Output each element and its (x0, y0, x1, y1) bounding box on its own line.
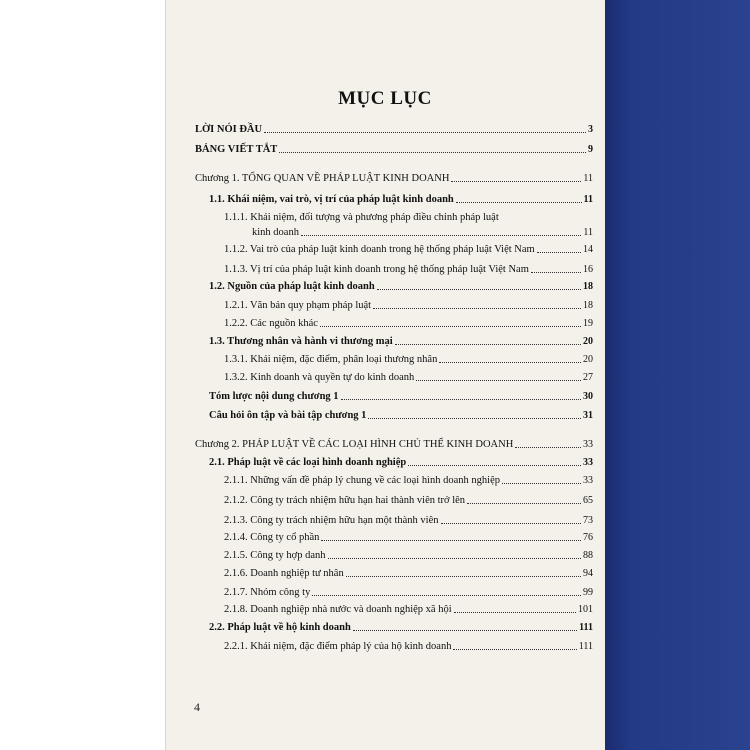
page-number: 4 (194, 700, 200, 714)
toc-entry-page: 11 (583, 227, 593, 238)
toc-entry-label: kinh doanh (252, 227, 299, 238)
toc-subsection-entry-continued (252, 226, 593, 239)
toc-entry (195, 143, 593, 156)
toc-entry-label: 2.1. Pháp luật về các loại hình doanh nghiệp (209, 457, 407, 468)
toc-entry-label: 2.2. Pháp luật về hộ kinh doanh (209, 622, 351, 633)
toc-entry-label: BẢNG VIẾT TẮT (195, 144, 278, 155)
toc-subsection-entry (224, 640, 593, 653)
toc-subsection-entry (224, 474, 593, 487)
background-left (0, 0, 14, 750)
toc-entry-page: 111 (579, 622, 593, 633)
toc-subsection-entry (224, 514, 593, 527)
toc-leader-dots (353, 629, 577, 631)
toc-subsection-entry (224, 531, 593, 544)
toc-leader-dots (395, 343, 581, 345)
toc-entry-page: 18 (583, 300, 593, 311)
toc-entry-page: 101 (578, 604, 593, 615)
toc-chapter-entry (195, 438, 593, 451)
toc-leader-dots (328, 557, 581, 559)
toc-subsection-entry (224, 603, 593, 616)
toc-entry-label: Chương 1. TỔNG QUAN VỀ PHÁP LUẬT KINH DOANH (195, 173, 450, 184)
toc-leader-dots (320, 325, 581, 327)
toc-entry-page: 3 (588, 124, 593, 135)
toc-entry-label: 1.3.2. Kinh doanh và quyền tự do kinh doanh (224, 372, 415, 383)
toc-leader-dots (321, 539, 581, 541)
toc-entry-page: 33 (583, 475, 593, 486)
toc-entry-page: 73 (583, 515, 593, 526)
toc-entry-label: Chương 2. PHÁP LUẬT VỀ CÁC LOẠI HÌNH CHỦ THỂ KINH DOANH (195, 439, 514, 450)
toc-entry-label: 1.3. Thương nhân và hành vi thương mại (209, 336, 393, 347)
toc-leader-dots (408, 464, 581, 466)
toc-entry-label: 1.2.2. Các nguồn khác (224, 318, 318, 329)
book-page (165, 0, 605, 750)
toc-leader-dots (264, 131, 586, 133)
dark-background-right (605, 0, 750, 750)
toc-leader-dots (368, 417, 581, 419)
toc-entry-page: 16 (583, 264, 593, 275)
toc-chapter-entry (195, 172, 593, 185)
toc-leader-dots (456, 201, 582, 203)
toc-entry-page: 33 (583, 457, 593, 468)
toc-entry-page: 14 (583, 244, 593, 255)
toc-section-entry (209, 409, 593, 422)
toc-leader-dots (439, 361, 581, 363)
toc-subsection-entry (224, 586, 593, 599)
toc-leader-dots (467, 502, 581, 504)
toc-leader-dots (441, 522, 582, 524)
toc-entry-page: 88 (583, 550, 593, 561)
toc-leader-dots (515, 446, 581, 448)
toc-leader-dots (341, 398, 581, 400)
toc-entry-label: 2.1.8. Doanh nghiệp nhà nước và doanh nghiệp xã hội (224, 604, 452, 615)
toc-entry-page: 11 (583, 194, 593, 205)
toc-entry-label: 2.1.3. Công ty trách nhiệm hữu hạn một thành viên (224, 515, 439, 526)
toc-leader-dots (416, 379, 581, 381)
toc-entry-page: 9 (588, 144, 593, 155)
toc-subsection-entry (224, 243, 593, 256)
toc-entry-page: 20 (583, 354, 593, 365)
toc-entry-page: 33 (583, 439, 593, 450)
toc-leader-dots (312, 594, 581, 596)
toc-entry-page: 94 (583, 568, 593, 579)
toc-entry-label: 2.1.5. Công ty hợp danh (224, 550, 326, 561)
toc-entry-label: 2.1.2. Công ty trách nhiệm hữu hạn hai thành viên trở lên (224, 495, 466, 506)
toc-entry-page: 76 (583, 532, 593, 543)
toc-subsection-entry (224, 353, 593, 366)
toc-subsection-entry (224, 263, 593, 276)
toc-section-entry (209, 280, 593, 293)
toc-section-entry (209, 335, 593, 348)
toc-entry-label: Câu hỏi ôn tập và bài tập chương 1 (209, 410, 367, 421)
toc-entry-page: 111 (578, 641, 593, 652)
toc-subsection-entry (224, 371, 593, 384)
toc-entry-label: 1.3.1. Khái niệm, đặc điểm, phân loại thương nhân (224, 354, 438, 365)
toc-entry (195, 123, 593, 136)
toc-entry-label: 2.1.6. Doanh nghiệp tư nhân (224, 568, 344, 579)
toc-entry-label: 2.1.1. Những vấn đề pháp lý chung về các loại hình doanh nghiệp (224, 475, 500, 486)
toc-leader-dots (279, 151, 586, 153)
toc-subsection-entry (224, 549, 593, 562)
toc-entry-label: 1.1.2. Vai trò của pháp luật kinh doanh trong hệ thống pháp luật Việt Nam (224, 244, 535, 255)
toc-leader-dots (537, 251, 581, 253)
toc-entry-page: 31 (583, 410, 593, 421)
toc-entry-label: 2.1.4. Công ty cổ phần (224, 532, 320, 543)
toc-entry-label: 1.2. Nguồn của pháp luật kinh doanh (209, 281, 375, 292)
toc-entry-label: 1.1. Khái niệm, vai trò, vị trí của pháp luật kinh doanh (209, 194, 454, 205)
toc-entry-page: 20 (583, 336, 593, 347)
toc-entry-page: 65 (583, 495, 593, 506)
toc-entry-page: 19 (583, 318, 593, 329)
toc-leader-dots (453, 648, 576, 650)
toc-leader-dots (454, 611, 576, 613)
toc-entry-page: 18 (583, 281, 593, 292)
toc-leader-dots (377, 288, 581, 290)
toc-section-entry (209, 193, 593, 206)
toc-entry-page: 27 (583, 372, 593, 383)
toc-subsection-entry (224, 494, 593, 507)
toc-entry-label: 1.1.3. Vị trí của pháp luật kinh doanh trong hệ thống pháp luật Việt Nam (224, 264, 529, 275)
toc-entry-label: 2.1.7. Nhóm công ty (224, 587, 311, 598)
toc-entry-page: 99 (583, 587, 593, 598)
toc-subsection-entry (224, 299, 593, 312)
toc-entry-page: 11 (583, 173, 593, 184)
toc-entry-label: LỜI NÓI ĐẦU (195, 124, 263, 135)
toc-leader-dots (373, 307, 581, 309)
toc-entry-label: Tóm lược nội dung chương 1 (209, 391, 339, 402)
toc-section-entry (209, 390, 593, 403)
toc-leader-dots (502, 482, 581, 484)
toc-leader-dots (346, 575, 581, 577)
toc-entry-page: 30 (583, 391, 593, 402)
toc-section-entry (209, 621, 593, 634)
page-title: MỤC LỤC (338, 88, 432, 109)
toc-subsection-entry (224, 317, 593, 330)
toc-subsection-entry: 1.1.1. Khái niệm, đối tượng và phương pháp điều chỉnh pháp luật (224, 212, 499, 223)
toc-subsection-entry (224, 567, 593, 580)
toc-leader-dots (531, 271, 581, 273)
toc-entry-label: 2.2.1. Khái niệm, đặc điểm pháp lý của hộ kinh doanh (224, 641, 452, 652)
toc-section-entry (209, 456, 593, 469)
toc-leader-dots (301, 234, 581, 236)
toc-entry-label: 1.2.1. Văn bản quy phạm pháp luật (224, 300, 372, 311)
toc-leader-dots (451, 180, 581, 182)
